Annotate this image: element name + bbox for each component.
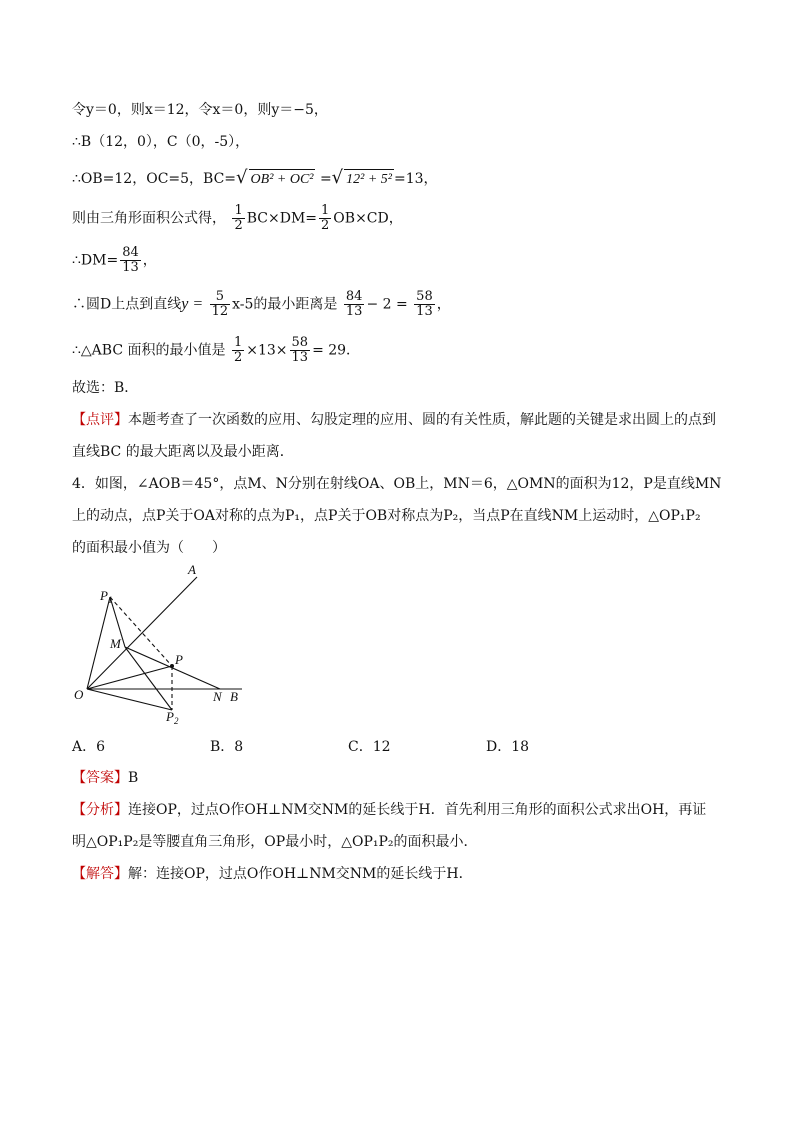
fraction-half: $\frac{1}{2}$ — [233, 335, 243, 365]
label-o: O — [74, 687, 84, 702]
label-m: M — [110, 636, 121, 651]
sqrt-sign: √ — [331, 167, 344, 188]
choice-d: D．18 — [486, 739, 530, 755]
fraction-dist: $\frac{58}{13}$ — [416, 289, 433, 319]
fraction-dist: $\frac{58}{13}$ — [291, 335, 309, 365]
choice-b: B．8 — [210, 739, 244, 755]
label-p1: $P_1$ — [100, 588, 113, 605]
solution-line-3: ∴OB=12，OC=5，BC=√ OB² + OC² =√ 12² + 5² =13， — [72, 167, 438, 188]
solution-label: 【解答】 — [72, 866, 128, 882]
solution-start-line: 【解答】解：连接OP，过点O作OH⊥NM交NM的延长线于H． — [72, 866, 473, 882]
geometry-figure — [70, 560, 260, 730]
choice-c: C．12 — [348, 739, 391, 755]
answer-line: 【答案】B — [72, 770, 139, 786]
fraction-slope: $\frac{5}{12}$ — [211, 289, 229, 319]
segment-o-p1 — [87, 597, 110, 689]
question-line-3: 的面积最小值为（ ） — [72, 540, 226, 556]
analysis-line-2: 明△OP₁P₂是等腰直角三角形，OP最小时，△OP₁P₂的面积最小． — [72, 834, 478, 850]
question-line-1: 4．如图，∠AOB＝45°，点M、N分别在射线OA、OB上，MN＝6，△OMN的面积为12，P是直线MN — [72, 476, 722, 492]
answer-label: 【答案】 — [72, 770, 128, 786]
label-n: N — [213, 689, 222, 704]
label-p: P — [175, 652, 183, 667]
point-p — [170, 664, 174, 668]
label-p2: $P_2$ — [166, 709, 179, 726]
fraction-half: $\frac{1}{2}$ — [321, 203, 330, 233]
segment-o-p — [87, 666, 172, 689]
fraction-half: $\frac{1}{2}$ — [234, 203, 243, 233]
solution-line-7: ∴△ABC 面积的最小值是 $\frac{1}{2}$ ×13× $\frac{58}{13}$ = 29． — [72, 335, 361, 365]
solution-line-2: ∴B（12，0），C（0，-5）， — [72, 134, 250, 150]
fraction-dm: $\frac{84}{13}$ — [345, 289, 363, 319]
analysis-label: 【分析】 — [72, 802, 128, 818]
comment-line-1: 【点评】本题考查了一次函数的应用、勾股定理的应用、圆的有关性质，解此题的关键是求出圆上的点到 — [72, 412, 716, 428]
analysis-line-1: 【分析】连接OP，过点O作OH⊥NM交NM的延长线于H．首先利用三角形的面积公式求出OH，再证 — [72, 802, 707, 818]
solution-line-6: ∴圆D上点到直线y = $\frac{5}{12}$ x-5的最小距离是 $\frac{84}{13}$ − 2 = $\frac{58}{13}$ ， — [72, 289, 451, 319]
solution-line-8: 故选：B． — [72, 380, 139, 396]
label-a: A — [188, 562, 196, 577]
comment-line-2: 直线BC 的最大距离以及最小距离． — [72, 444, 294, 460]
solution-line-5: ∴DM= $\frac{84}{13}$ ， — [72, 245, 157, 275]
sqrt-sign: √ — [236, 167, 248, 188]
question-line-2: 上的动点，点P关于OA对称的点为P₁，点P关于OB对称点为P₂，当点P在直线NM上运动时，△OP₁P₂ — [72, 508, 701, 524]
solution-line-4: 则由三角形面积公式得， $\frac{1}{2}$ BC×DM= $\frac{1}{2}$ OB×CD， — [72, 203, 403, 233]
choice-a: A．6 — [72, 739, 106, 755]
label-b: B — [230, 689, 238, 704]
solution-line-1: 令y＝0，则x＝12，令x＝0，则y＝−5， — [72, 102, 328, 118]
fraction-dm: $\frac{84}{13}$ — [122, 245, 139, 275]
comment-label: 【点评】 — [72, 412, 128, 428]
